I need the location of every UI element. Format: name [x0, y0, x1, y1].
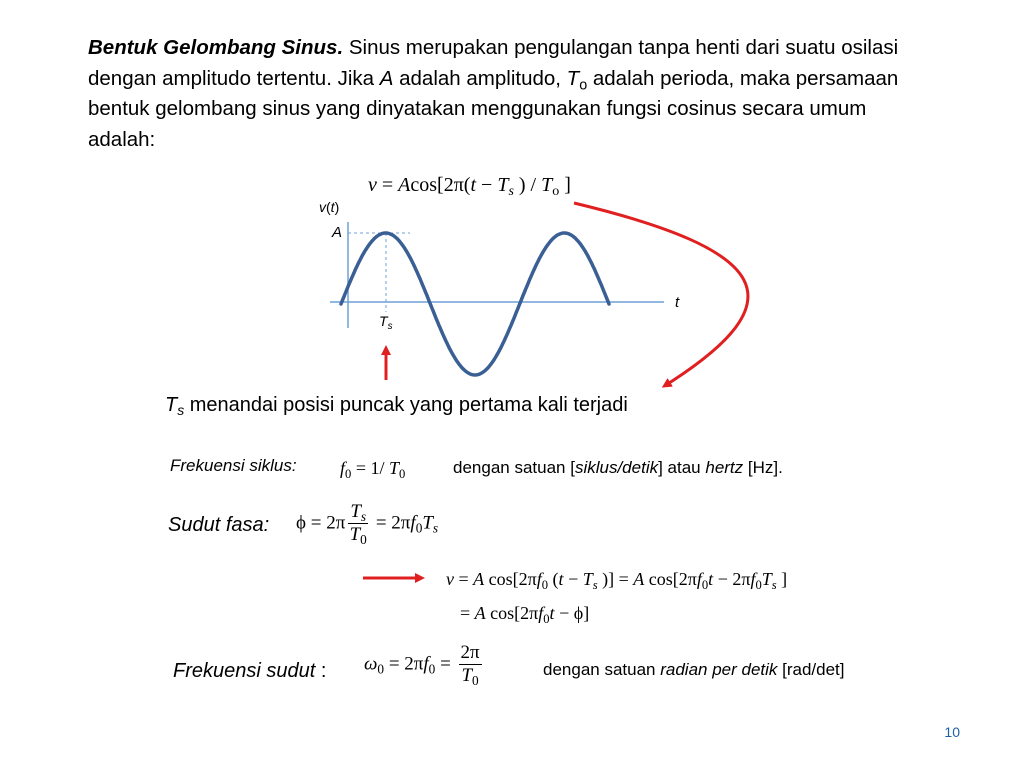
- eq-t: t: [470, 174, 477, 196]
- ts-label: [379, 313, 393, 332]
- e2-t: t: [558, 569, 564, 589]
- fsd-fraction: [459, 643, 482, 688]
- eq-T0: T: [541, 174, 553, 196]
- fs-unit-post: [Hz].: [743, 458, 783, 477]
- phase-equation-line1: [446, 569, 787, 590]
- eq-T: T: [497, 174, 509, 196]
- ts-note-text: menandai posisi puncak yang pertama kali terjadi: [184, 394, 628, 416]
- sf-T: T: [422, 512, 433, 534]
- sf-eq: = 2π: [306, 512, 346, 534]
- e2-f3: f: [750, 569, 756, 589]
- frekuensi-sudut-label: [173, 660, 326, 683]
- sf-phi: ϕ: [296, 512, 307, 534]
- sf-s: s: [432, 520, 439, 536]
- intro-period-symbol: T: [566, 66, 580, 90]
- fsd-den: [459, 665, 482, 688]
- section-title: Bentuk Gelombang Sinus.: [88, 36, 344, 59]
- e2-h: − 2π: [713, 569, 751, 589]
- fs-unit-pre: dengan satuan [: [453, 458, 575, 477]
- t-axis-label: t: [675, 294, 680, 311]
- fs-unit-ital: siklus/detik: [574, 458, 659, 477]
- ts-label-s: s: [387, 320, 393, 332]
- e2-e: )] =: [597, 569, 634, 589]
- e2-t2: t: [708, 569, 714, 589]
- e2-f: f: [536, 569, 542, 589]
- e2l2-0: 0: [543, 611, 550, 626]
- intro-amplitude-symbol: A: [379, 66, 394, 90]
- fs-T: T: [388, 458, 399, 478]
- fs-02: 0: [398, 466, 406, 481]
- fsd-f: f: [423, 653, 429, 675]
- intro-period-subscript: o: [579, 76, 588, 93]
- e2-A2: A: [633, 569, 645, 589]
- e2-a: =: [454, 569, 474, 589]
- sf-den-0: 0: [360, 531, 367, 547]
- ts-note: [165, 394, 628, 417]
- eq-s: s: [508, 184, 514, 200]
- fsd-02: 0: [428, 661, 436, 677]
- fsd-colon: :: [315, 660, 327, 682]
- sudut-fasa-formula: [296, 502, 438, 547]
- amplitude-label: A: [332, 224, 343, 241]
- frekuensi-siklus-label: Frekuensi siklus:: [170, 456, 297, 475]
- eq-cos: cos[2π(: [410, 174, 471, 196]
- vt-open: (: [326, 199, 331, 215]
- e2-s2: s: [771, 577, 777, 592]
- intro-text-1: Sinus merupakan pengulangan tanpa henti dari suatu osilasi dengan amplitudo tertentu. Jika: [88, 36, 899, 90]
- sudut-fasa-label: Sudut fasa:: [168, 514, 270, 536]
- e2-d: −: [563, 569, 583, 589]
- e2-s: s: [592, 577, 598, 592]
- fsd-label-text: Frekuensi sudut: [173, 660, 316, 682]
- e2-T2: T: [761, 569, 772, 589]
- e2-f2: f: [696, 569, 702, 589]
- eq-mid: ) /: [513, 174, 542, 196]
- ts-note-T: T: [165, 394, 178, 416]
- e2-v: v: [446, 569, 454, 589]
- fs-unit-mid: ] atau: [658, 458, 706, 477]
- frekuensi-siklus-formula: [340, 458, 405, 479]
- fs-unit-hertz: hertz: [705, 458, 744, 477]
- sf-den: [348, 524, 368, 547]
- sf-num: [348, 502, 368, 524]
- e2-g: cos[2π: [644, 569, 697, 589]
- e2l2-a: =: [460, 603, 475, 623]
- page-number: 10: [944, 724, 960, 740]
- e2l2-A: A: [474, 603, 486, 623]
- fs-rhs: = 1/: [351, 458, 389, 478]
- e2-0: 0: [541, 577, 549, 592]
- phase-equation-line2: [460, 603, 589, 624]
- e2-02: 0: [701, 577, 709, 592]
- fs-0: 0: [345, 466, 352, 481]
- eq-minus: −: [476, 174, 498, 196]
- fsd-eq2: =: [435, 653, 456, 675]
- e2-b: cos[2π: [484, 569, 537, 589]
- sf-0: 0: [415, 520, 423, 536]
- eq-equals: =: [376, 174, 399, 196]
- e2l2-c: − ϕ]: [554, 603, 590, 623]
- fsd-num: 2π: [460, 642, 480, 663]
- fsd-unit-post: [rad/det]: [777, 660, 845, 679]
- intro-text-2: adalah amplitudo,: [393, 66, 567, 90]
- e2-03: 0: [755, 577, 762, 592]
- vt-label: [319, 199, 339, 215]
- fsd-den-T: T: [461, 664, 473, 686]
- intro-text-3: adalah perioda, maka persamaan bentuk gelombang sinus yang dinyatakan menggunakan fungsi cosinus secara umum adalah:: [88, 66, 899, 151]
- eq-end: ]: [559, 174, 571, 196]
- frekuensi-sudut-unit: [543, 660, 845, 680]
- fsd-omega: ω: [364, 653, 378, 675]
- ts-note-s: s: [177, 402, 185, 419]
- e2l2-t: t: [549, 603, 555, 623]
- sf-den-T: T: [349, 523, 361, 545]
- e2-A: A: [473, 569, 485, 589]
- frekuensi-sudut-formula: [364, 643, 485, 688]
- fsd-unit-ital: radian per detik: [660, 660, 778, 679]
- sine-wave-curve: [341, 233, 609, 375]
- fsd-den-0: 0: [472, 672, 479, 688]
- eq-v: v: [368, 174, 377, 196]
- fsd-0: 0: [377, 661, 385, 677]
- fsd-unit-pre: dengan satuan: [543, 660, 661, 679]
- sf-num-T: T: [350, 501, 361, 522]
- vt-close: ): [334, 199, 340, 215]
- sf-eq2: = 2π: [371, 512, 411, 534]
- eq-o: o: [552, 184, 560, 200]
- eq-A: A: [398, 174, 411, 196]
- e2l2-f: f: [538, 603, 544, 623]
- ts-label-T: T: [379, 313, 388, 329]
- e2l2-b: cos[2π: [485, 603, 539, 623]
- fsd-eq: = 2π: [384, 653, 424, 675]
- sf-num-s: s: [360, 508, 367, 524]
- vt-t: t: [330, 199, 335, 215]
- e2-T: T: [582, 569, 593, 589]
- frekuensi-siklus-unit: [453, 458, 783, 478]
- sf-fraction: [348, 502, 368, 547]
- vt-v: v: [319, 199, 326, 215]
- e2-c: (: [548, 569, 559, 589]
- e2-end: ]: [776, 569, 788, 589]
- equation-arrow: [574, 203, 748, 385]
- sf-f: f: [410, 512, 416, 534]
- fs-f: f: [340, 458, 346, 478]
